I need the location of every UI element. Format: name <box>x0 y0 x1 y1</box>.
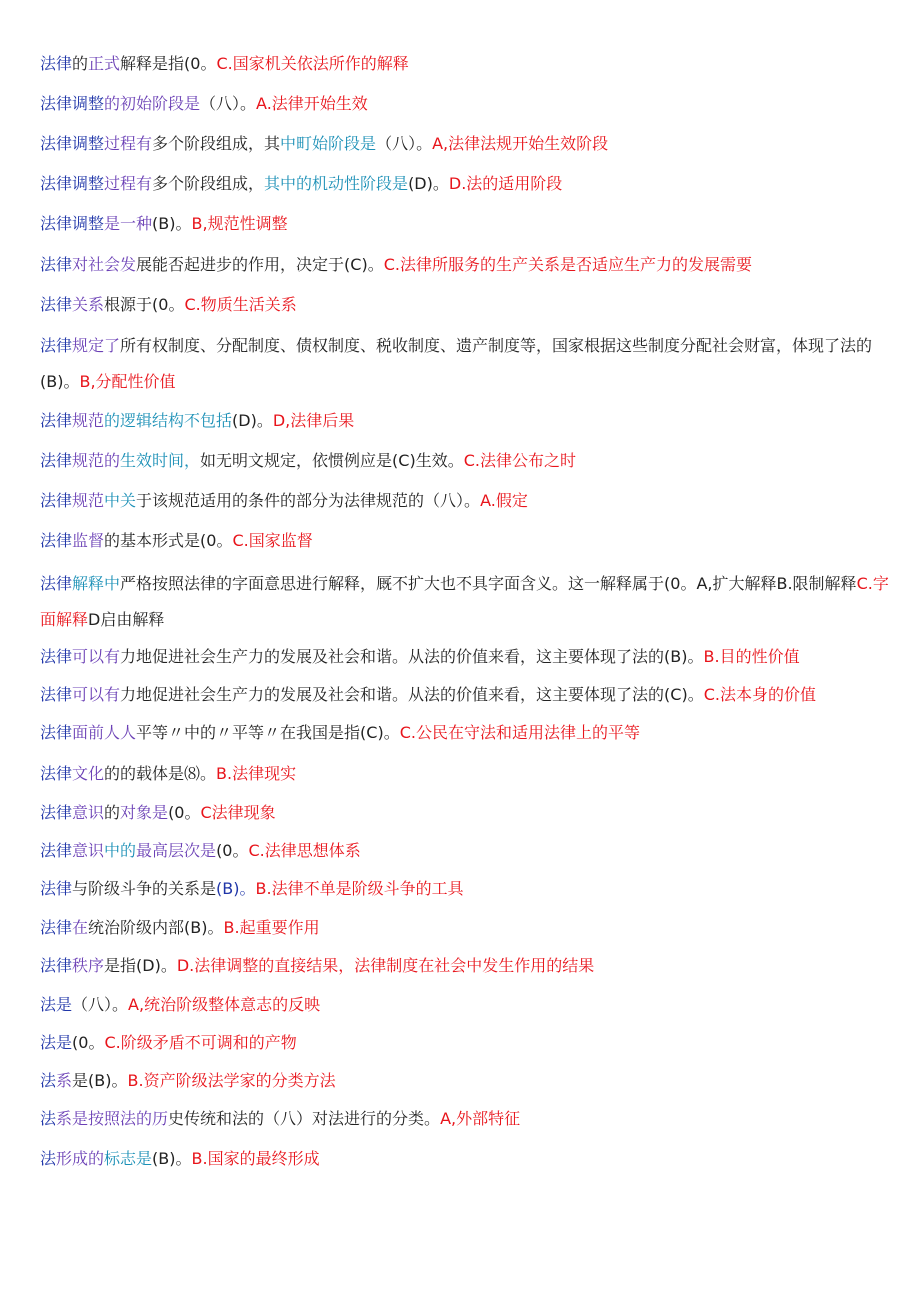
question-text: 的的载体是⑻。 <box>104 764 217 783</box>
qa-line <box>40 451 890 471</box>
question-text: 系 <box>56 1071 73 1090</box>
qa-line <box>40 531 890 551</box>
answer-text: A,法律法规开始生效阶段 <box>432 134 609 153</box>
question-text: 意识 <box>72 841 105 860</box>
question-text: 可以有 <box>72 685 121 704</box>
answer-text: B,规范性调整 <box>191 214 288 233</box>
question-text: 法律 <box>40 295 73 314</box>
qa-line <box>40 411 890 431</box>
question-text: 是按照法的历 <box>72 1109 169 1128</box>
question-text: 法律 <box>40 685 73 704</box>
question-text: 力地促进社会生产力的发展及社会和谐。从法的价值来看，这主要体现了法的(B)。 <box>120 647 704 666</box>
question-text: 法 <box>40 1071 57 1090</box>
question-text: 生效时间， <box>120 451 201 470</box>
qa-line <box>40 723 890 743</box>
question-text: 多个阶段组成，其 <box>152 134 281 153</box>
answer-text: B.起重要作用 <box>223 918 320 937</box>
question-text: 多个阶段组成， <box>152 174 265 193</box>
question-text: 规定了 <box>72 336 121 355</box>
question-text: 规范的 <box>72 451 121 470</box>
answer-text: C法律现象 <box>200 803 276 822</box>
question-text: 系 <box>56 1109 73 1128</box>
question-text: 关系 <box>72 295 105 314</box>
question-text: 可以有 <box>72 647 121 666</box>
answer-text: A,统治阶级整体意志的反映 <box>128 995 321 1014</box>
question-text: 法律 <box>40 803 73 822</box>
qa-line <box>40 295 890 315</box>
question-text: (B)。 <box>152 1149 192 1168</box>
question-text: 对社会发 <box>72 255 137 274</box>
question-text: (0。 <box>216 841 249 860</box>
question-text: 法 <box>40 1109 57 1128</box>
answer-text: C.阶级矛盾不可调和的产物 <box>104 1033 297 1052</box>
question-text: 平等〃中的〃平等〃在我国是指(C)。 <box>136 723 400 742</box>
question-text: 规范 <box>72 411 105 430</box>
question-text: 法 <box>40 1149 57 1168</box>
question-text: (0。 <box>72 1033 105 1052</box>
answer-text: C.法律思想体系 <box>248 841 361 860</box>
qa-line <box>40 255 890 275</box>
qa-line <box>40 918 890 938</box>
question-text: 法律 <box>40 841 73 860</box>
answer-text: D.法的适用阶段 <box>448 174 563 193</box>
question-text: 标志是 <box>104 1149 153 1168</box>
qa-line <box>40 1071 890 1091</box>
question-text: 法是 <box>40 1033 73 1052</box>
question-text: 法律 <box>40 255 73 274</box>
question-text: 法律 <box>40 879 73 898</box>
question-text: 根源于(0。 <box>104 295 185 314</box>
question-text: 的 <box>72 54 89 73</box>
question-text: 法律调整 <box>40 134 105 153</box>
question-text: 法律 <box>40 723 73 742</box>
question-text: 解释中 <box>72 574 121 593</box>
question-text: 解释是指(0。 <box>120 54 217 73</box>
qa-line <box>40 841 890 861</box>
qa-line <box>40 328 890 400</box>
question-text: (D)。 <box>232 411 273 430</box>
question-text: 的逻辑结构不包括 <box>104 411 233 430</box>
answer-text: B.法律不单是阶级斗争的工具 <box>255 879 464 898</box>
question-text: 中的 <box>104 841 137 860</box>
answer-text: C.法律公布之时 <box>463 451 576 470</box>
question-text: 秩序 <box>72 956 105 975</box>
question-text: 是一种 <box>104 214 153 233</box>
question-text: （八）。 <box>72 995 129 1014</box>
qa-line <box>40 995 890 1015</box>
question-text: 是指(D)。 <box>104 956 177 975</box>
question-text: 法律 <box>40 574 73 593</box>
answer-text: C.字面解释 <box>40 574 889 629</box>
question-text: 中町始阶段是 <box>280 134 377 153</box>
qa-line <box>40 685 890 705</box>
question-text: 法律 <box>40 647 73 666</box>
question-text: 法律 <box>40 764 73 783</box>
qa-line <box>40 764 890 784</box>
question-text: （八）。 <box>200 94 257 113</box>
answer-text: B.资产阶级法学家的分类方法 <box>127 1071 336 1090</box>
qa-line <box>40 214 890 234</box>
question-text: 法律 <box>40 54 73 73</box>
question-text: (0。 <box>168 803 201 822</box>
answer-text: C.物质生活关系 <box>184 295 297 314</box>
question-text: 过程有 <box>104 174 153 193</box>
answer-text: D,法律后果 <box>272 411 355 430</box>
answer-text: C.国家机关依法所作的解释 <box>216 54 409 73</box>
question-text: 的 <box>104 803 121 822</box>
question-text: 对象是 <box>120 803 169 822</box>
question-text: 法律 <box>40 491 73 510</box>
qa-line <box>40 134 890 154</box>
question-text: 法律调整 <box>40 174 105 193</box>
qa-line <box>40 956 890 976</box>
question-text: 与阶级斗争的关系是 <box>72 879 217 898</box>
question-text: 是(B)。 <box>72 1071 128 1090</box>
question-text: 法律调整 <box>40 214 105 233</box>
qa-line <box>40 879 890 899</box>
question-text: 法律 <box>40 918 73 937</box>
question-text: 法是 <box>40 995 73 1014</box>
question-text: 其中的机动性阶段是 <box>264 174 409 193</box>
answer-text: C.公民在守法和适用法律上的平等 <box>399 723 640 742</box>
answer-text: A,外部特征 <box>440 1109 521 1128</box>
question-text: 所有权制度、分配制度、债权制度、税收制度、遗产制度等，国家根据这些制度分配社会财富，体现了法的(B)。 <box>40 336 873 391</box>
answer-text: B.国家的最终形成 <box>191 1149 320 1168</box>
question-text: 规范 <box>72 491 105 510</box>
question-text: （八）。 <box>376 134 433 153</box>
question-text: 形成的 <box>56 1149 105 1168</box>
answer-text: B.目的性价值 <box>703 647 800 666</box>
question-text: 的基本形式是(0。 <box>104 531 233 550</box>
question-text: (B)。 <box>216 879 256 898</box>
question-text: 中关 <box>104 491 137 510</box>
qa-line <box>40 803 890 823</box>
question-text: 史传统和法的（八）对法进行的分类。 <box>168 1109 441 1128</box>
question-text: 面前人人 <box>72 723 137 742</box>
question-text: 法律 <box>40 531 73 550</box>
question-text: 力地促进社会生产力的发展及社会和谐。从法的价值来看，这主要体现了法的(C)。 <box>120 685 704 704</box>
answer-text: A.假定 <box>480 491 528 510</box>
question-text: (B)。 <box>152 214 192 233</box>
answer-text: C.国家监督 <box>232 531 313 550</box>
question-text: 法律 <box>40 956 73 975</box>
question-text: 过程有 <box>104 134 153 153</box>
question-text: 法律 <box>40 336 73 355</box>
question-text: 法律 <box>40 411 73 430</box>
qa-line <box>40 647 890 667</box>
answer-text: C.法律所服务的生产关系是否适应生产力的发展需要 <box>383 255 752 274</box>
question-text: 展能否起进步的作用，决定于(C)。 <box>136 255 384 274</box>
question-text: 正式 <box>88 54 121 73</box>
question-text: 的初始阶段是 <box>104 94 201 113</box>
qa-line <box>40 491 890 511</box>
answer-text: D.法律调整的直接结果，法律制度在社会中发生作用的结果 <box>176 956 595 975</box>
question-text: 统治阶级内部(B)。 <box>88 918 224 937</box>
answer-text: B,分配性价值 <box>79 372 176 391</box>
question-text: 严格按照法律的字面意思进行解释，厩不扩大也不具字面含义。这一解释属于(0。A,扩大解释B.限制解释 <box>120 574 857 593</box>
question-text: 监督 <box>72 531 105 550</box>
answer-text: A.法律开始生效 <box>256 94 368 113</box>
qa-line <box>40 1109 890 1129</box>
qa-line <box>40 1149 890 1169</box>
question-text: 法律 <box>40 451 73 470</box>
answer-text: B.法律现实 <box>216 764 297 783</box>
question-text: 在 <box>72 918 89 937</box>
qa-line <box>40 174 890 194</box>
question-text: 法律调整 <box>40 94 105 113</box>
question-text: 文化 <box>72 764 105 783</box>
qa-line <box>40 54 890 74</box>
question-text: D启由解释 <box>88 610 165 629</box>
question-text: 意识 <box>72 803 105 822</box>
question-text: 最高层次是 <box>136 841 217 860</box>
question-text: 如无明文规定，依惯例应是(C)生效。 <box>200 451 464 470</box>
question-text: 于该规范适用的条件的部分为法律规范的（八）。 <box>136 491 481 510</box>
answer-text: C.法本身的价值 <box>703 685 816 704</box>
qa-line <box>40 566 890 638</box>
question-text: (D)。 <box>408 174 449 193</box>
qa-line <box>40 1033 890 1053</box>
qa-line <box>40 94 890 114</box>
